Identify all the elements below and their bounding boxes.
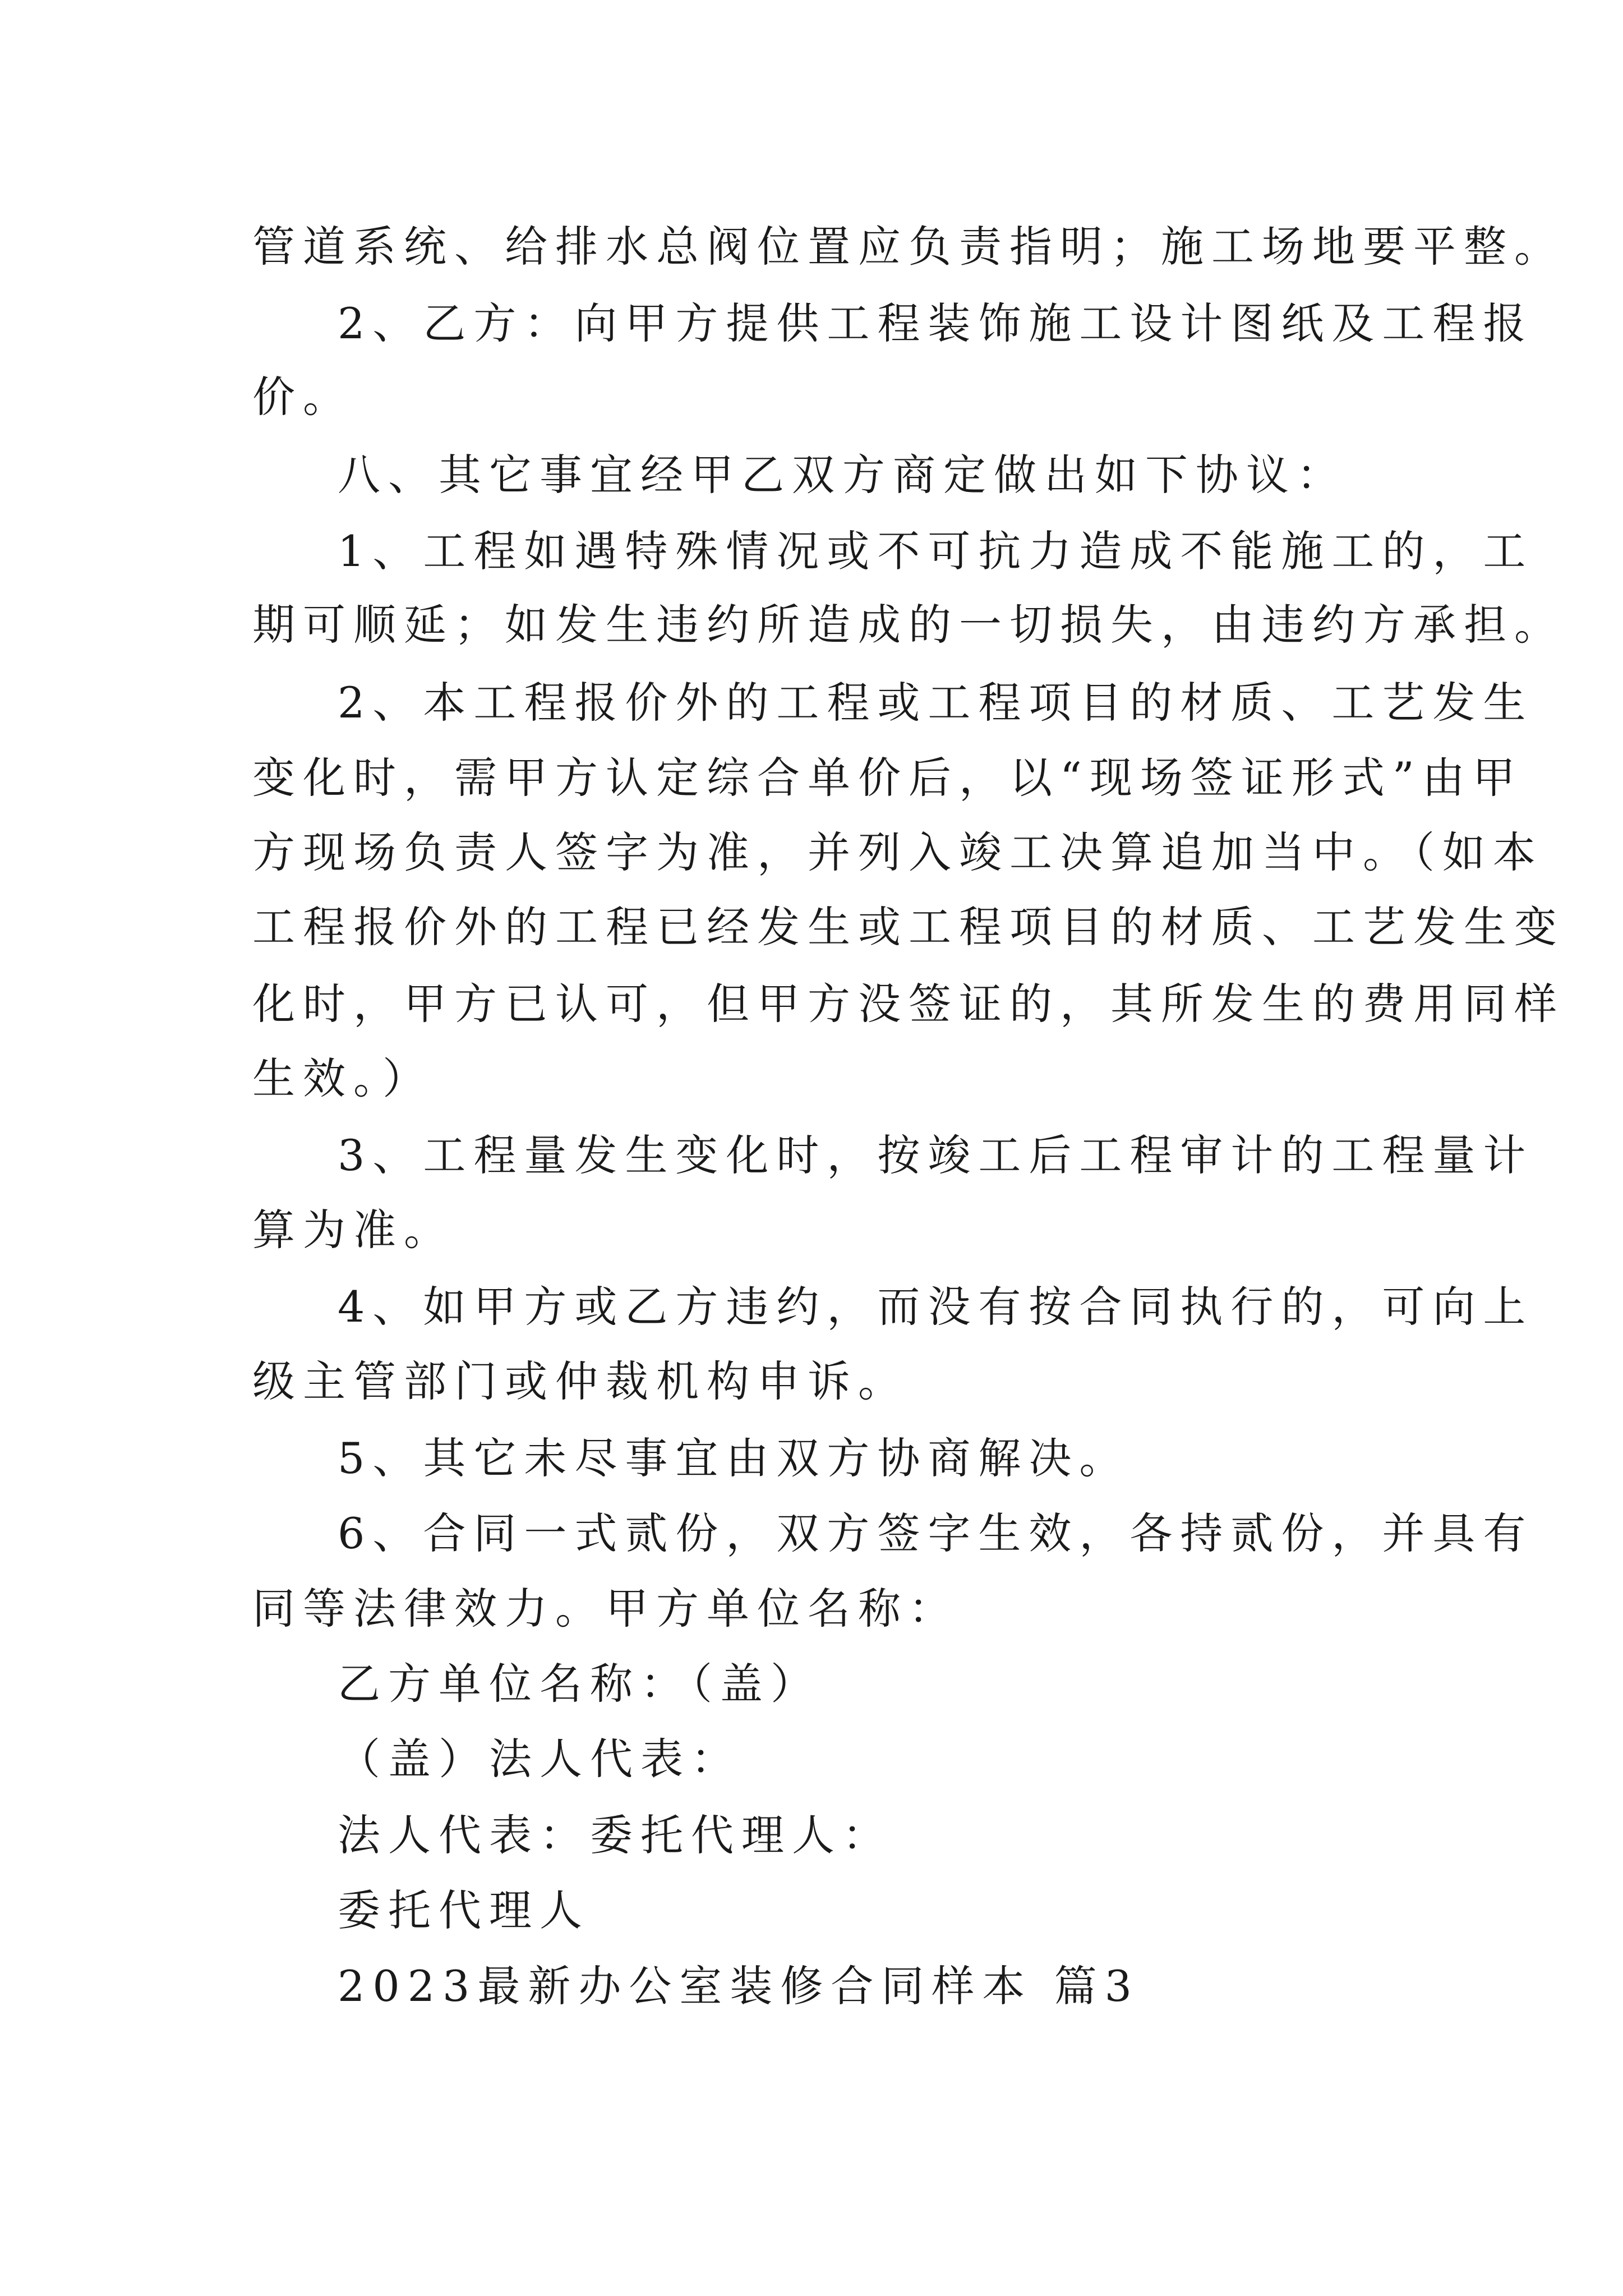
text-line: 2、本工程报价外的工程或工程项目的材质、工艺发生 [338,678,1534,728]
text-line: 价。 [252,372,353,422]
text-line: 生效。） [252,1053,433,1103]
text-line: 八、其它事宜经甲乙双方商定做出如下协议： [338,450,1347,500]
text-line: 工程报价外的工程已经发生或工程项目的材质、工艺发生变 [252,902,1565,952]
text-line: 委托代理人 [338,1885,590,1935]
section-heading: 2023最新办公室装修合同样本 篇3 [338,1961,1140,2011]
text-line: 5、其它未尽事宜由双方协商解决。 [338,1433,1130,1483]
text-line: 6、合同一式贰份，双方签字生效，各持贰份，并具有 [338,1508,1534,1558]
text-line: 期可顺延；如发生违约所造成的一切损失，由违约方承担。 [252,600,1565,650]
text-line: 2、乙方：向甲方提供工程装饰施工设计图纸及工程报 [338,298,1534,348]
text-line: 变化时，需甲方认定综合单价后，以“现场签证形式”由甲 [252,753,1523,803]
text-line: 化时，甲方已认可，但甲方没签证的，其所发生的费用同样 [252,979,1565,1029]
text-line: 算为准。 [252,1205,454,1255]
text-line: 方现场负责人签字为准，并列入竣工决算追加当中。（如本 [252,827,1543,877]
text-line: 4、如甲方或乙方违约，而没有按合同执行的，可向上 [338,1282,1534,1332]
text-line: 同等法律效力。甲方单位名称： [252,1584,959,1634]
text-line: 管道系统、给排水总阀位置应负责指明；施工场地要平整。 [252,222,1565,272]
text-line: 级主管部门或仲裁机构申诉。 [252,1356,909,1406]
text-line: 法人代表：委托代理人： [338,1810,893,1860]
text-line: 3、工程量发生变化时，按竣工后工程审计的工程量计 [338,1130,1534,1180]
text-line: 1、工程如遇特殊情况或不可抗力造成不能施工的，工 [338,526,1534,576]
text-line: （盖）法人代表： [338,1734,741,1784]
text-line: 乙方单位名称：（盖） [338,1659,821,1709]
